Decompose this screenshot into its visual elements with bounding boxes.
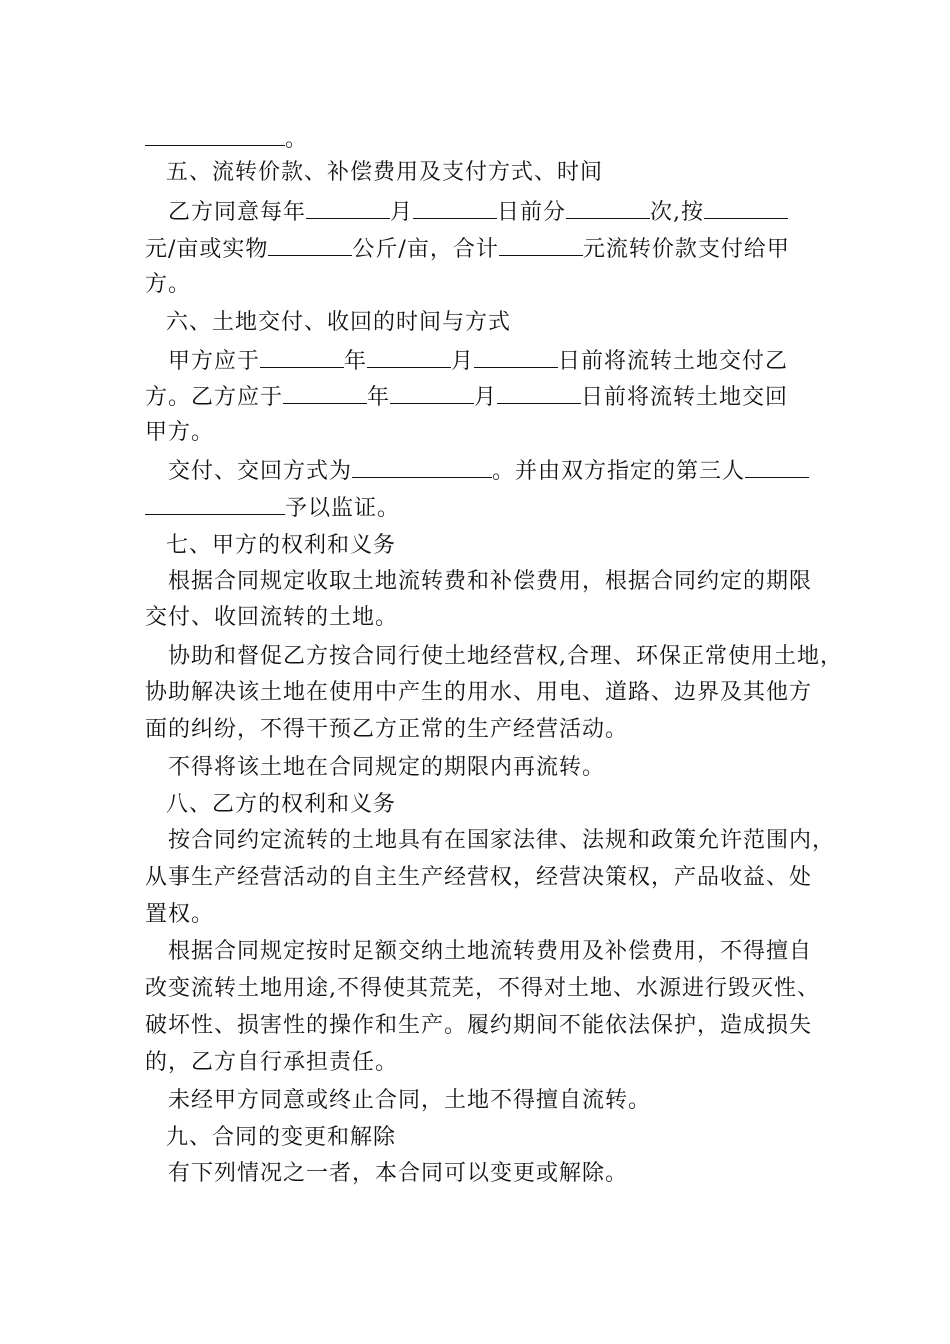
text: 。 (285, 127, 309, 152)
fill-blank (283, 381, 367, 404)
fill-blank (306, 196, 390, 219)
text: 年 (367, 385, 391, 410)
text: 日前将流转土地交付乙 (558, 349, 789, 374)
fill-blank (390, 381, 474, 404)
paragraph-line (168, 455, 838, 487)
fill-blank (268, 233, 352, 256)
fill-blank (474, 345, 558, 368)
paragraph-line: 交付、收回流转的土地。 (145, 605, 399, 630)
fill-blank (704, 196, 788, 219)
fill-blank (745, 455, 809, 478)
text: 。并由双方指定的第三人 (492, 459, 746, 484)
text: 月 (390, 200, 414, 225)
paragraph-line: 未经甲方同意或终止合同，土地不得擅自流转。 (168, 1088, 652, 1113)
paragraph-line: 破坏性、损害性的操作和生产。履约期间不能依法保护，造成损失 (145, 1013, 813, 1038)
section-heading-5: 五、流转价款、补偿费用及支付方式、时间 (166, 160, 604, 185)
text: 公斤/亩，合计 (352, 237, 499, 262)
fill-blank (499, 233, 583, 256)
paragraph-line: 方。 (145, 272, 192, 297)
paragraph-line (168, 196, 808, 228)
text: 元/亩或实物 (145, 237, 269, 262)
paragraph-line: 有下列情况之一者，本合同可以变更或解除。 (168, 1161, 629, 1186)
paragraph-line: 按合同约定流转的土地具有在国家法律、法规和政策允许范围内， (168, 828, 836, 853)
paragraph-line: 从事生产经营活动的自主生产经营权，经营决策权，产品收益、处 (145, 865, 813, 890)
paragraph-line (145, 233, 815, 265)
section-heading-6: 六、土地交付、收回的时间与方式 (166, 310, 512, 335)
paragraph-line (168, 345, 838, 377)
text: 月 (474, 385, 498, 410)
paragraph-line: 根据合同规定按时足额交纳土地流转费用及补偿费用，不得擅自 (168, 939, 813, 964)
paragraph-line: 根据合同规定收取土地流转费和补偿费用，根据合同约定的期限 (168, 569, 813, 594)
fill-blank (566, 196, 650, 219)
text: 日前分 (497, 200, 567, 225)
paragraph-line: 置权。 (145, 902, 215, 927)
paragraph-line: 的，乙方自行承担责任。 (145, 1050, 399, 1075)
fill-blank (145, 123, 285, 146)
paragraph-line (145, 492, 815, 524)
paragraph-line: 不得将该土地在合同规定的期限内再流转。 (168, 755, 606, 780)
section-heading-9: 九、合同的变更和解除 (166, 1125, 397, 1150)
fill-blank (497, 381, 581, 404)
paragraph-line: 协助解决该土地在使用中产生的用水、用电、道路、边界及其他方 (145, 680, 813, 705)
text: 次,按 (650, 200, 705, 225)
paragraph-line: 改变流转土地用途,不得使其荒芜，不得对土地、水源进行毁灭性、 (145, 976, 820, 1001)
text: 乙方同意每年 (168, 200, 307, 225)
paragraph-line (145, 381, 815, 413)
paragraph-line: 面的纠纷，不得干预乙方正常的生产经营活动。 (145, 717, 629, 742)
fill-blank (352, 455, 492, 478)
fill-blank (413, 196, 497, 219)
text: 年 (344, 349, 368, 374)
fill-blank (145, 492, 285, 515)
continuation-line (145, 123, 815, 155)
section-heading-8: 八、乙方的权利和义务 (166, 792, 397, 817)
section-heading-7: 七、甲方的权利和义务 (166, 533, 397, 558)
text: 予以监证。 (285, 496, 401, 521)
text: 月 (451, 349, 475, 374)
text: 元流转价款支付给甲 (582, 237, 790, 262)
text: 方。乙方应于 (145, 385, 284, 410)
paragraph-line: 甲方。 (145, 420, 215, 445)
text: 甲方应于 (168, 349, 261, 374)
paragraph-line: 协助和督促乙方按合同行使土地经营权,合理、环保正常使用土地， (168, 644, 843, 669)
text: 交付、交回方式为 (168, 459, 353, 484)
text: 日前将流转土地交回 (581, 385, 789, 410)
fill-blank (367, 345, 451, 368)
fill-blank (260, 345, 344, 368)
